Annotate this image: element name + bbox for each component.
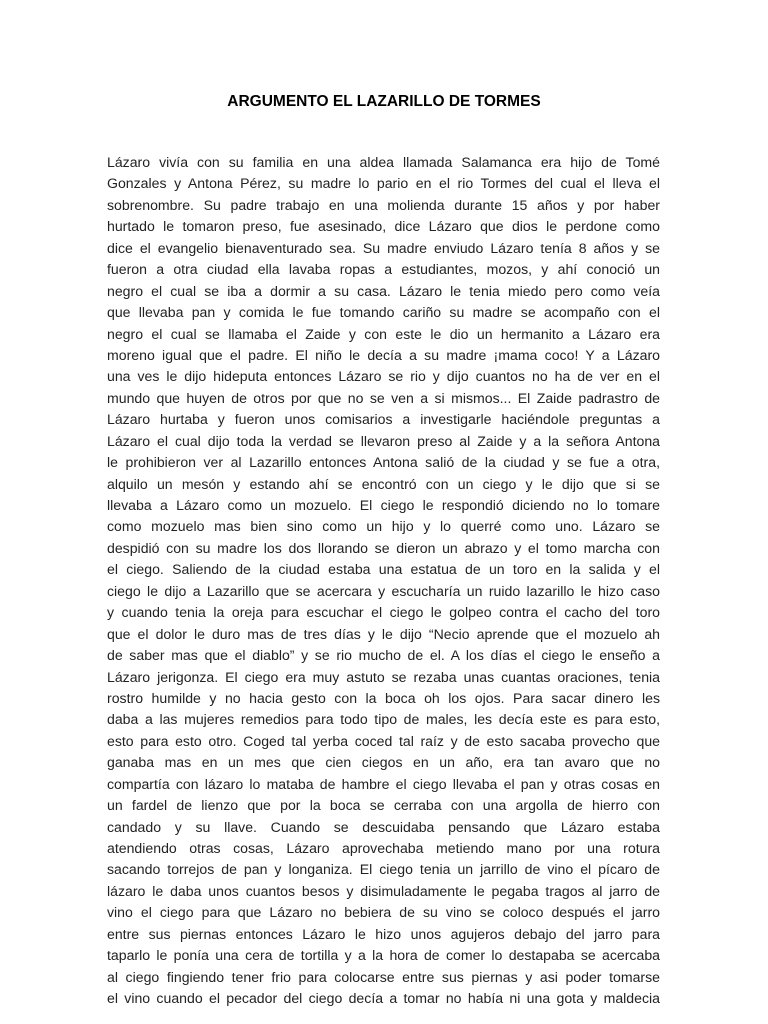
body-line: como mozuelo mas bien sino como un hijo y lo querré como uno. Lázaro se xyxy=(107,518,660,535)
body-line: compartía con lázaro lo mataba de hambre el ciego llevaba el pan y otras cosas en xyxy=(107,775,660,792)
body-line: mundo que huyen de otros por que no se ven a si mismos... El Zaide padrastro de xyxy=(107,389,660,406)
body-line: de saber mas que el diablo” y se rio mucho de el. A los días el ciego le enseño a xyxy=(107,647,660,664)
body-line: entre sus piernas entonces Lázaro le hizo unos agujeros debajo del jarro para xyxy=(107,925,660,942)
body-line: le prohibieron ver al Lazarillo entonces Antona salió de la ciudad y se fue a otra, xyxy=(107,454,660,471)
body-line: atendiendo otras cosas, Lázaro aprovechaba metiendo mano por una rotura xyxy=(107,840,660,856)
body-line: negro el cual se iba a dormir a su casa. Lázaro le tenia miedo pero como veía xyxy=(107,282,660,299)
body-line: daba a las mujeres remedios para todo tipo de males, les decía este es para esto, xyxy=(107,711,660,728)
body-line: que llevaba pan y comida le fue tomando cariño su madre se acompaño con el xyxy=(107,304,660,321)
body-line: candado y su llave. Cuando se descuidaba pensando que Lázaro estaba xyxy=(107,818,660,835)
body-line: el ciego. Saliendo de la ciudad estaba una estatua de un toro en la salida y el xyxy=(107,561,660,578)
body-line: una ves le dijo hideputa entonces Lázaro se rio y dijo cuantos no ha de ver en el xyxy=(107,368,660,385)
body-line: Lázaro vivía con su familia en una aldea llamada Salamanca era hijo de Tomé xyxy=(107,154,660,170)
body-line: sobrenombre. Su padre trabajo en una molienda durante 15 años y por haber xyxy=(107,196,660,213)
body-line: ganaba mas en un mes que cien ciegos en un año, era tan avaro que no xyxy=(107,754,660,771)
body-line: que el dolor le duro mas de tres días y le dijo “Necio aprende que el mozuelo ah xyxy=(107,625,660,642)
body-line: lázaro le daba unos cuantos besos y disimuladamente le pegaba tragos al jarro de xyxy=(107,882,660,899)
document-body xyxy=(107,152,660,1010)
body-line: alquilo un mesón y estando ahí se encontró con un ciego y le dijo que si se xyxy=(107,475,660,492)
body-line: Lázaro jerigonza. El ciego era muy astuto se rezaba unas cuantas oraciones, tenia xyxy=(107,668,660,685)
body-line: rostro humilde y no hacia gesto con la boca oh los ojos. Para sacar dinero les xyxy=(107,689,660,706)
body-line: esto para esto otro. Coged tal yerba coced tal raíz y de esto sacaba provecho que xyxy=(107,732,660,749)
body-line: fueron a otra ciudad ella lavaba ropas a estudiantes, mozos, y ahí conoció un xyxy=(107,261,660,278)
body-line: Gonzales y Antona Pérez, su madre lo pario en el rio Tormes del cual el lleva el xyxy=(107,175,660,192)
body-line: taparlo le ponía una cera de tortilla y a la hora de comer lo destapaba se acercaba xyxy=(107,947,660,964)
body-line: dice el evangelio bienaventurado sea. Su madre enviudo Lázaro tenía 8 años y se xyxy=(107,239,660,256)
body-line: llevaba a Lázaro como un mozuelo. El ciego le respondió diciendo no lo tomare xyxy=(107,497,660,513)
body-line: Lázaro hurtaba y fueron unos comisarios a investigarle haciéndole preguntas a xyxy=(107,411,660,428)
body-line: el vino cuando el pecador del ciego decía a tomar no había ni una gota y maldecia xyxy=(107,990,660,1007)
body-line: despidió con su madre los dos llorando se dieron un abrazo y el tomo marcha con xyxy=(107,539,660,556)
body-line: y cuando tenia la oreja para escuchar el ciego le golpeo contra el cacho del toro xyxy=(107,604,660,621)
document-title: ARGUMENTO EL LAZARILLO DE TORMES xyxy=(227,93,541,110)
body-line: ciego le dijo a Lazarillo que se acercara y escucharía un ruido lazarillo le hizo caso xyxy=(107,582,660,599)
body-line: moreno igual que el padre. El niño le decía a su madre ¡mama coco! Y a Lázaro xyxy=(107,346,660,363)
body-line: Lázaro el cual dijo toda la verdad se llevaron preso al Zaide y a la señora Antona xyxy=(107,432,660,449)
body-line: sacando torrejos de pan y longaniza. El ciego tenia un jarrillo de vino el pícaro de xyxy=(107,861,660,878)
body-line: un fardel de lienzo que por la boca se cerraba con una argolla de hierro con xyxy=(107,797,660,814)
body-line: hurtado le tomaron preso, fue asesinado, dice Lázaro que dios le perdone como xyxy=(107,218,660,235)
body-line: vino el ciego para que Lázaro no bebiera de su vino se coloco después el jarro xyxy=(107,904,660,921)
body-line: negro el cual se llamaba el Zaide y con este le dio un hermanito a Lázaro era xyxy=(107,325,660,342)
body-line: al ciego fingiendo tener frio para colocarse entre sus piernas y asi poder tomarse xyxy=(107,968,660,985)
